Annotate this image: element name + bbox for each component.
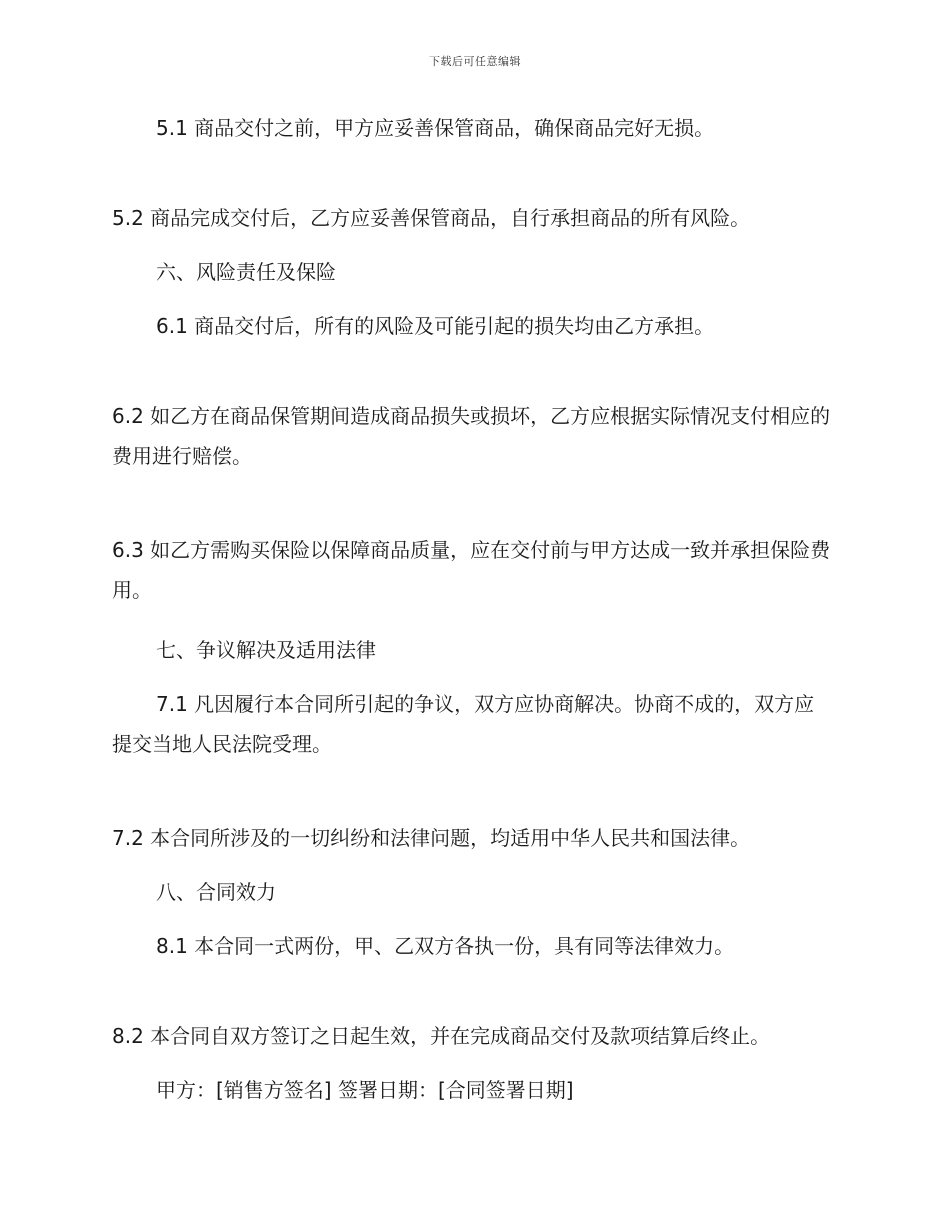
clause-7-2: 7.2 本合同所涉及的一切纠纷和法律问题，均适用中华人民共和国法律。 <box>112 826 751 850</box>
section-heading-8: 八、合同效力 <box>156 880 276 904</box>
clause-8-1: 8.1 本合同一式两份，甲、乙双方各执一份，具有同等法律效力。 <box>156 934 735 958</box>
signature-line: 甲方：[销售方签名] 签署日期：[合同签署日期] <box>156 1078 574 1102</box>
section-heading-6: 六、风险责任及保险 <box>156 260 336 284</box>
clause-6-2: 6.2 如乙方在商品保管期间造成商品损失或损坏，乙方应根据实际情况支付相应的费用进行赔偿。 <box>112 404 831 468</box>
clause-7-1: 7.1 凡因履行本合同所引起的争议，双方应协商解决。协商不成的，双方应提交当地人民法院受理。 <box>112 692 815 756</box>
clause-8-2: 8.2 本合同自双方签订之日起生效，并在完成商品交付及款项结算后终止。 <box>112 1024 771 1048</box>
page-header-note: 下载后可任意编辑 <box>429 55 521 68</box>
clause-6-3: 6.3 如乙方需购买保险以保障商品质量，应在交付前与甲方达成一致并承担保险费用。 <box>112 538 831 602</box>
clause-5-2: 5.2 商品完成交付后，乙方应妥善保管商品，自行承担商品的所有风险。 <box>112 206 751 230</box>
clause-5-1: 5.1 商品交付之前，甲方应妥善保管商品，确保商品完好无损。 <box>156 116 715 140</box>
section-heading-7: 七、争议解决及适用法律 <box>156 638 376 662</box>
clause-6-1: 6.1 商品交付后，所有的风险及可能引起的损失均由乙方承担。 <box>156 314 715 338</box>
